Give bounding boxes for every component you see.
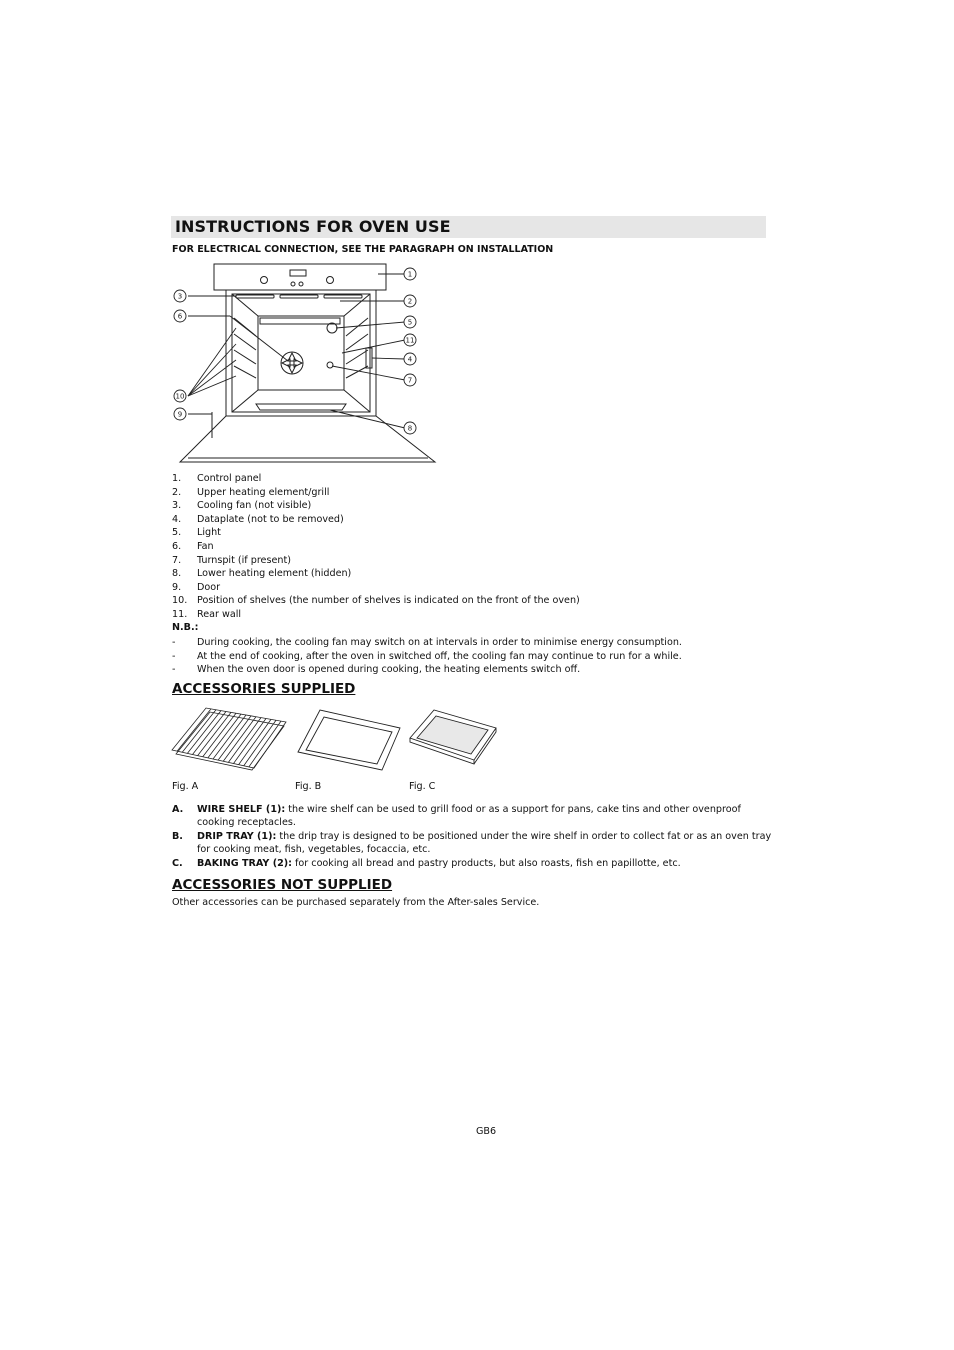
nb-item [172, 636, 682, 650]
item-number: 11. [172, 608, 188, 620]
callout-number: 10 [175, 392, 185, 401]
item-number: 7. [172, 554, 182, 566]
item-text: Dataplate (not to be removed) [197, 513, 344, 525]
item-number: 4. [172, 513, 182, 525]
parts-list-item [172, 608, 580, 622]
item-text: Lower heating element (hidden) [197, 568, 352, 580]
page-title: INSTRUCTIONS FOR OVEN USE [175, 217, 451, 236]
parts-list [172, 472, 580, 622]
accessory-figures [170, 704, 510, 776]
callout-number: 6 [177, 312, 183, 321]
item-text: Light [197, 527, 221, 539]
baking-tray-figure [410, 710, 496, 764]
callout-number: 7 [407, 376, 413, 385]
accessory-term: DRIP TRAY (1): [197, 830, 277, 842]
item-text: Cooling fan (not visible) [197, 500, 312, 512]
parts-list-item [172, 486, 580, 500]
item-number: 6. [172, 540, 182, 552]
callout-number: 8 [407, 424, 413, 433]
parts-list-item [172, 540, 580, 554]
item-number: 5. [172, 527, 182, 539]
accessories-supplied-heading: ACCESSORIES SUPPLIED [172, 681, 356, 697]
item-text: Door [197, 581, 221, 593]
fan-shape [281, 352, 303, 374]
page-number: GB6 [476, 1126, 497, 1137]
nb-item [172, 650, 682, 664]
accessory-term: BAKING TRAY (2): [197, 857, 292, 869]
item-text: Position of shelves (the number of shelves is indicated on the front of the oven) [197, 595, 580, 607]
accessory-term: WIRE SHELF (1): [197, 804, 286, 815]
item-text: Control panel [197, 473, 262, 484]
item-number: 2. [172, 486, 182, 498]
nb-list [172, 636, 682, 677]
nb-dash: - [172, 664, 176, 676]
callout-number: 1 [407, 270, 413, 279]
item-text: Turnspit (if present) [197, 554, 291, 566]
accessory-letter: C. [172, 857, 183, 869]
callout-number: 11 [405, 336, 415, 345]
item-number: 1. [172, 473, 182, 484]
accessories-not-supplied-text: Other accessories can be purchased separately from the After-sales Service. [172, 897, 540, 908]
drip-tray-figure [298, 710, 400, 770]
accessories-list [172, 803, 772, 870]
callout-number: 5 [407, 318, 413, 327]
electrical-connection-note: FOR ELECTRICAL CONNECTION, SEE THE PARAGRAPH ON INSTALLATION [172, 244, 554, 255]
parts-list-item [172, 594, 580, 608]
parts-list-item [172, 526, 580, 540]
item-number: 3. [172, 500, 182, 512]
accessory-description: the wire shelf can be used to grill food or as a support for pans, cake tins and other ovenproof cooking receptacles. [197, 804, 741, 829]
accessory-letter: B. [172, 830, 183, 842]
item-text: Fan [197, 540, 214, 552]
nb-text: During cooking, the cooling fan may switch on at intervals in order to minimise energy consumption. [197, 637, 682, 648]
callout-number: 2 [407, 297, 413, 306]
accessory-description: the drip tray is designed to be positioned under the wire shelf in order to collect fat or as an oven tray for cooking meat, fish, vegetables, focaccia, etc. [197, 830, 772, 856]
callout-number: 3 [177, 292, 183, 301]
nb-label: N.B.: [172, 622, 199, 633]
door-shape [180, 416, 435, 462]
fig-c-label: Fig. C [409, 781, 436, 792]
parts-list-item [172, 554, 580, 568]
item-text: Upper heating element/grill [197, 486, 330, 498]
fig-a-label: Fig. A [172, 781, 199, 792]
nb-text: At the end of cooking, after the oven in switched off, the cooling fan may continue to run for a while. [197, 650, 682, 662]
wire-shelf-figure [172, 708, 286, 770]
parts-list-item [172, 581, 580, 595]
parts-list-item [172, 499, 580, 513]
accessories-not-supplied-heading: ACCESSORIES NOT SUPPLIED [172, 877, 393, 893]
oven-diagram [170, 258, 440, 468]
nb-item [172, 663, 682, 677]
callout-number: 9 [177, 410, 183, 419]
accessory-item [172, 803, 772, 830]
item-number: 9. [172, 581, 182, 593]
accessory-letter: A. [172, 804, 184, 815]
item-number: 8. [172, 568, 182, 580]
callout-number: 4 [407, 355, 413, 364]
parts-list-item [172, 513, 580, 527]
title-bar [171, 216, 766, 238]
item-text: Rear wall [197, 608, 242, 620]
parts-list-item [172, 472, 580, 486]
fig-b-label: Fig. B [295, 781, 322, 792]
accessory-description: for cooking all bread and pastry products, but also roasts, fish en papillotte, etc. [292, 857, 681, 869]
accessory-item [172, 857, 772, 870]
nb-dash: - [172, 637, 176, 648]
accessory-item [172, 830, 772, 857]
item-number: 10. [172, 595, 188, 607]
nb-text: When the oven door is opened during cooking, the heating elements switch off. [197, 664, 581, 676]
parts-list-item [172, 567, 580, 581]
nb-dash: - [172, 650, 176, 662]
